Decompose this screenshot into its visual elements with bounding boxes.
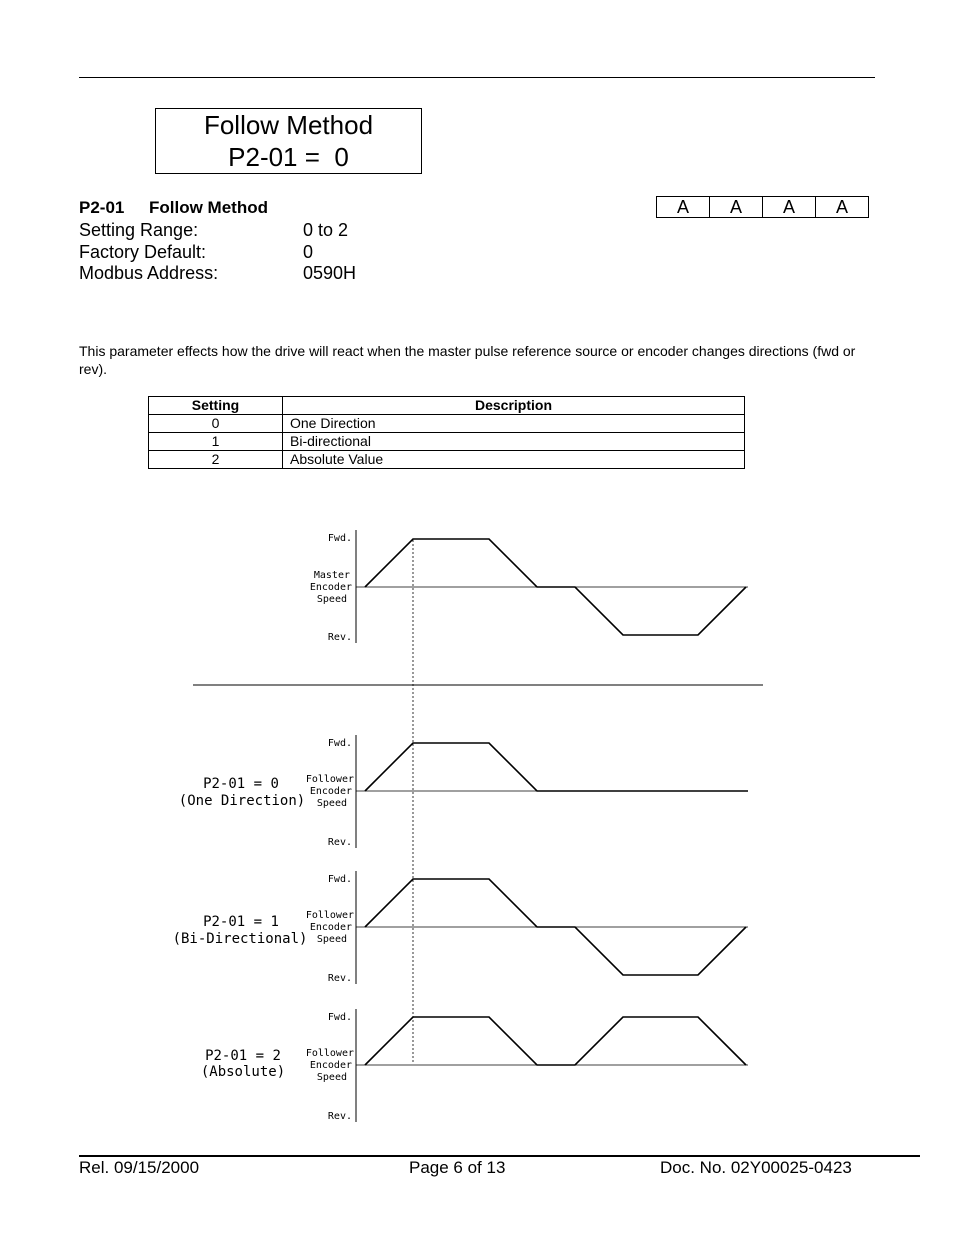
follower-speed-trace [365,743,748,791]
follower-panel-absolute [201,1009,748,1122]
info-value: 0590H [303,263,357,283]
follower-panel-one-direction [179,735,748,848]
follower-label-2: Encoder [309,1060,352,1071]
follower-label-3: Speed [316,1072,347,1083]
parameter-name: Follow Method [149,198,268,217]
setting-value: 0 [149,415,283,433]
info-label: Modbus Address: [79,263,219,283]
follower-speed-trace [365,1017,746,1065]
follower-label-1: Follower [305,774,354,785]
master-label-2: Encoder [309,582,352,593]
fwd-label: Fwd. [327,533,352,544]
mode-label-subtitle: (One Direction) [178,793,306,809]
follower-label-3: Speed [316,798,347,809]
info-value: 0 to 2 [303,220,349,240]
follower-label-1: Follower [305,1048,354,1059]
settings-header-setting: Setting [149,397,283,415]
setting-value: 2 [149,451,283,469]
setting-description: One Direction [283,415,745,433]
display-line-1: Follow Method [203,110,374,140]
follower-panel-bi-directional [173,871,748,984]
fwd-label: Fwd. [327,738,352,749]
access-code: A [816,197,869,218]
info-value: 0 [303,241,314,262]
rev-label: Rev. [327,1111,352,1122]
access-code: A [763,197,816,218]
rev-label: Rev. [327,632,352,643]
rev-label: Rev. [327,973,352,984]
mode-label-title: P2-01 = 2 [205,1048,281,1064]
access-code: A [710,197,763,218]
mode-label-title: P2-01 = 0 [203,776,279,792]
master-label-3: Speed [316,594,347,605]
setting-description: Absolute Value [283,451,745,469]
follower-label-2: Encoder [309,786,352,797]
follower-label-3: Speed [316,934,347,945]
rev-label: Rev. [327,837,352,848]
setting-value: 1 [149,433,283,451]
access-code: A [657,197,710,218]
description-paragraph: This parameter effects how the drive will react when the master pulse reference source or encoder changes directions (fwd or rev). [79,343,856,377]
mode-label-title: P2-01 = 1 [203,914,279,930]
footer-doc-number: Doc. No. 02Y00025-0423 [660,1158,852,1177]
fwd-label: Fwd. [327,874,352,885]
footer-release: Rel. 09/15/2000 [79,1158,200,1177]
parameter-number: P2-01 [79,198,125,217]
info-label: Factory Default: [79,241,207,262]
footer-rule [79,1155,920,1157]
master-panel [310,530,748,643]
footer-page-number: Page 6 of 13 [409,1158,506,1177]
display-line-2: P2-01 = 0 [228,142,349,172]
follower-label-1: Follower [305,910,354,921]
follower-label-2: Encoder [309,922,352,933]
master-label-1: Master [313,570,350,581]
settings-header-description: Description [283,397,745,415]
mode-label-subtitle: (Bi-Directional) [172,931,308,947]
setting-description: Bi-directional [283,433,745,451]
fwd-label: Fwd. [327,1012,352,1023]
info-label: Setting Range: [79,220,199,240]
mode-label-subtitle: (Absolute) [200,1064,286,1080]
